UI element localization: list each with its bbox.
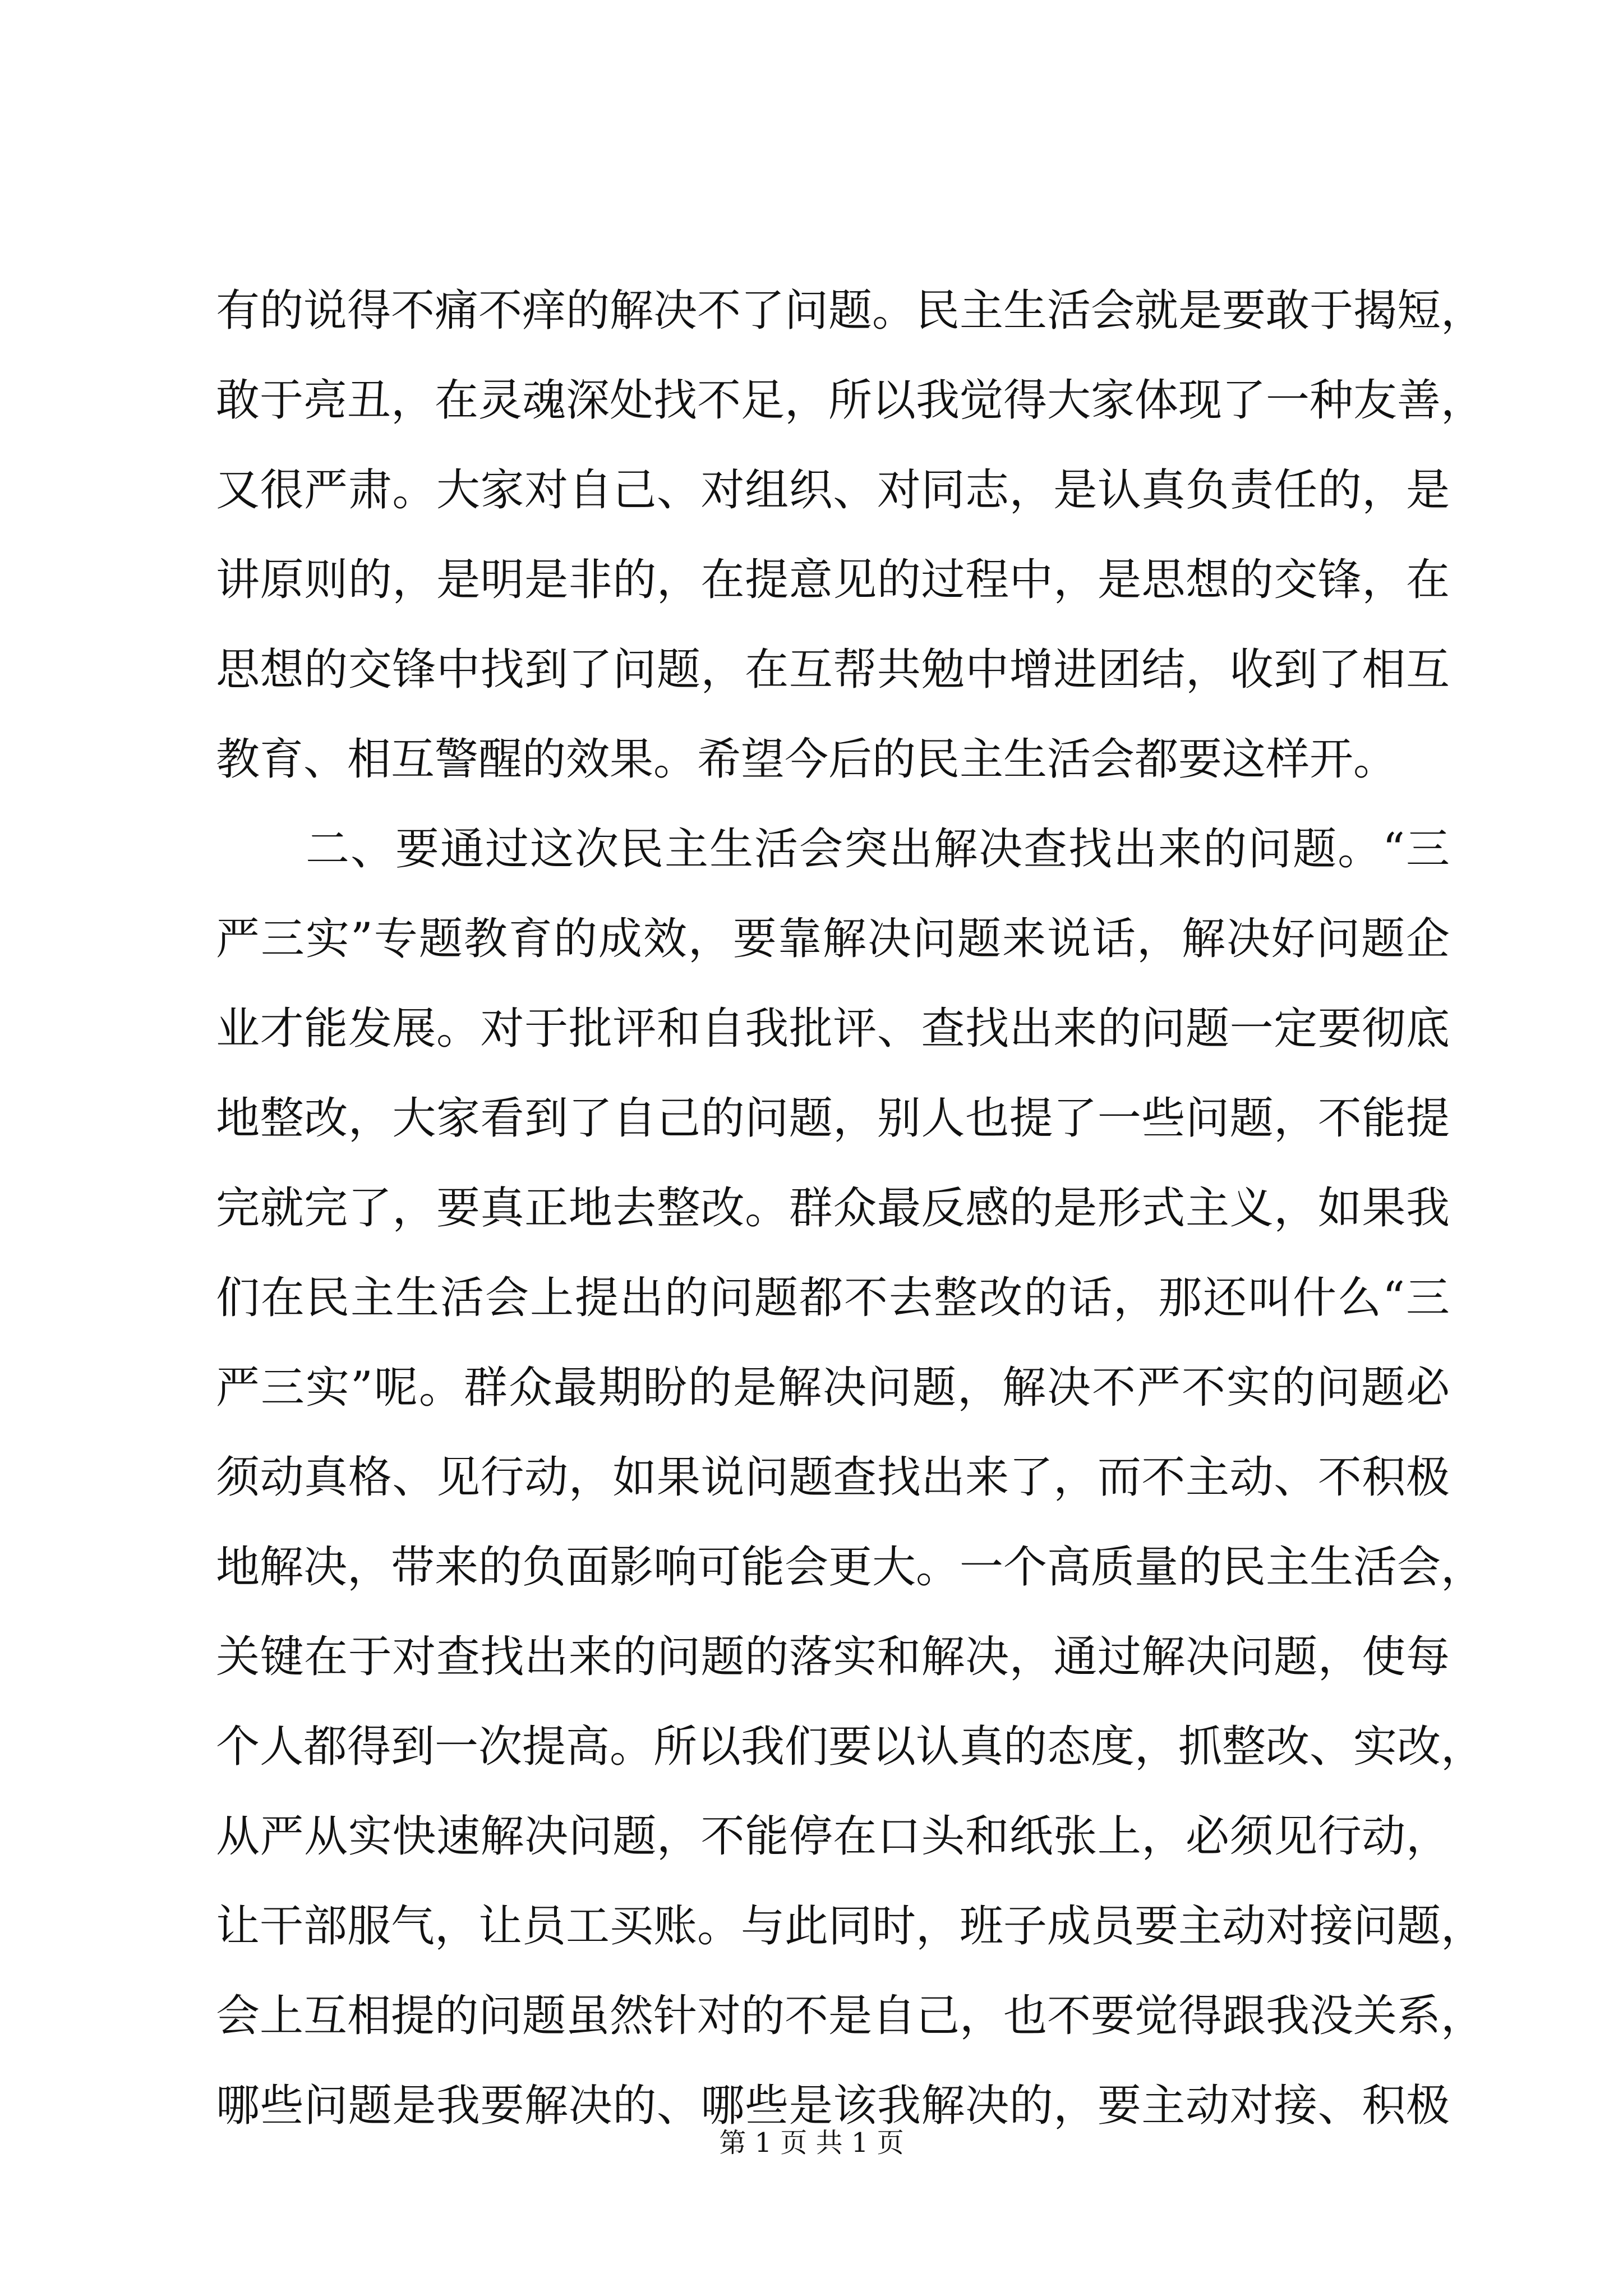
text-line: 地解决，带来的负面影响可能会更大。一个高质量的民主生活会， (216, 1542, 1485, 1593)
text-line: 讲原则的，是明是非的，在提意见的过程中，是思想的交锋，在 (216, 555, 1450, 605)
text-line: 哪些问题是我要解决的、哪些是该我解决的，要主动对接、积极 (216, 2081, 1450, 2131)
text-line: 教育、相互警醒的效果。希望今后的民主生活会都要这样开。 (216, 734, 1398, 785)
page-footer: 第 1 页 共 1 页 (719, 2127, 904, 2159)
text-line: 又很严肃。大家对自己、对组织、对同志，是认真负责任的，是 (216, 465, 1450, 516)
text-line: 严三实”专题教育的成效，要靠解决问题来说话，解决好问题企 (216, 914, 1450, 964)
text-line: 二、要通过这次民主生活会突出解决查找出来的问题。“三 (216, 824, 1450, 875)
text-line: 个人都得到一次提高。所以我们要以认真的态度，抓整改、实改， (216, 1722, 1485, 1772)
text-line: 敢于亮丑，在灵魂深处找不足，所以我觉得大家体现了一种友善， (216, 375, 1485, 426)
text-line: 完就完了，要真正地去整改。群众最反感的是形式主义，如果我 (216, 1183, 1450, 1234)
text-line: 会上互相提的问题虽然针对的不是自己，也不要觉得跟我没关系， (216, 1991, 1485, 2041)
text-line: 业才能发展。对于批评和自我批评、查找出来的问题一定要彻底 (216, 1004, 1450, 1054)
text-line: 们在民主生活会上提出的问题都不去整改的话，那还叫什么“三 (216, 1273, 1450, 1323)
body-text (216, 266, 1485, 2151)
text-line: 有的说得不痛不痒的解决不了问题。民主生活会就是要敢于揭短， (216, 286, 1485, 336)
text-line: 地整改，大家看到了自己的问题，别人也提了一些问题，不能提 (216, 1093, 1450, 1144)
text-line: 严三实”呢。群众最期盼的是解决问题，解决不严不实的问题必 (216, 1363, 1450, 1413)
text-line: 关键在于对查找出来的问题的落实和解决，通过解决问题，使每 (216, 1632, 1450, 1682)
text-line: 思想的交锋中找到了问题，在互帮共勉中增进团结，收到了相互 (216, 645, 1450, 695)
text-line: 从严从实快速解决问题，不能停在口头和纸张上，必须见行动， (216, 1811, 1450, 1862)
text-line: 让干部服气，让员工买账。与此同时，班子成员要主动对接问题， (216, 1901, 1485, 1952)
text-line: 须动真格、见行动，如果说问题查找出来了，而不主动、不积极 (216, 1452, 1450, 1503)
